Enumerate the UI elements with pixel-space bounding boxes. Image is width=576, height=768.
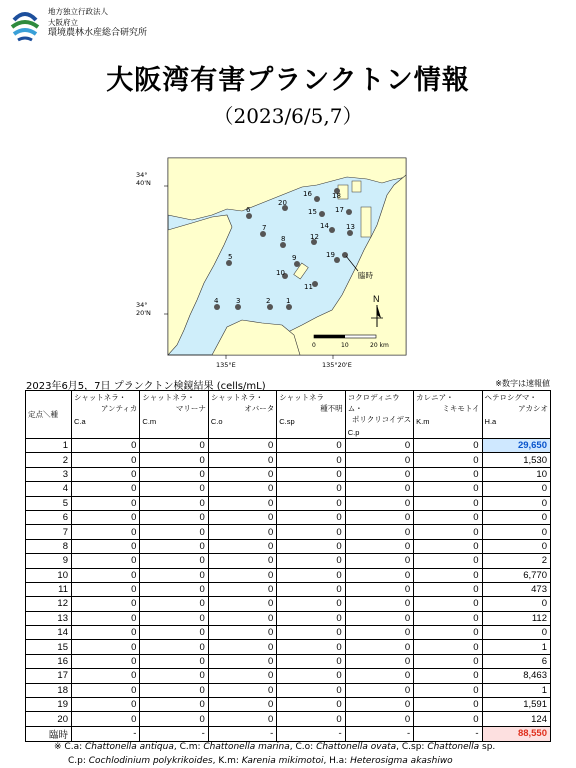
station-cell: 8: [26, 539, 72, 553]
station-label: 14: [320, 222, 329, 230]
station-cell: 1: [26, 439, 72, 453]
count-cell: 0: [345, 554, 413, 568]
count-cell: -: [140, 726, 208, 741]
count-cell: 0: [72, 626, 140, 640]
count-cell: 0: [140, 654, 208, 668]
count-cell: 124: [482, 712, 550, 726]
table-row: [26, 568, 551, 582]
count-cell: 0: [414, 482, 482, 496]
count-cell: -: [345, 726, 413, 741]
count-cell: -: [72, 726, 140, 741]
count-cell: 0: [208, 467, 276, 481]
species-header: シャットネラ・ オバータ C.o: [208, 391, 276, 439]
footnote-segment: , C.m:: [173, 742, 204, 752]
table-row: [26, 510, 551, 524]
count-cell: 0: [414, 712, 482, 726]
station-label: 1: [286, 297, 291, 305]
lon-left-label: 135°E: [216, 361, 236, 369]
count-cell: 0: [208, 597, 276, 611]
count-cell: 0: [277, 510, 345, 524]
count-cell: 0: [345, 654, 413, 668]
footnote-segment: Cochlodinium polykrikoides: [88, 756, 213, 766]
count-cell: 0: [277, 525, 345, 539]
count-cell: -: [277, 726, 345, 741]
count-cell: -: [208, 726, 276, 741]
count-cell: 0: [72, 597, 140, 611]
preliminary-note: ※数字は速報値: [495, 379, 550, 388]
count-cell: 0: [414, 453, 482, 467]
table-row: [26, 669, 551, 683]
table-row: [26, 640, 551, 654]
count-cell: 0: [345, 712, 413, 726]
count-cell: 0: [414, 554, 482, 568]
station-label: 12: [310, 233, 319, 241]
footnote-segment: Heterosigma akashiwo: [350, 756, 453, 766]
station-label: 11: [304, 283, 313, 291]
station-label: 3: [236, 297, 241, 305]
count-cell: 0: [414, 467, 482, 481]
table-body: [26, 439, 551, 742]
corner-header: 定点＼種: [26, 391, 72, 439]
count-cell: 0: [345, 611, 413, 625]
count-cell: 0: [208, 683, 276, 697]
org-line-2: 大阪府立: [48, 17, 78, 27]
lon-right-label: 135°20'E: [322, 361, 352, 369]
station-label: 8: [281, 235, 286, 243]
table-header-row: [26, 391, 551, 439]
count-cell: 0: [482, 482, 550, 496]
count-cell: 0: [208, 439, 276, 453]
table-row: [26, 597, 551, 611]
count-cell: 0: [414, 568, 482, 582]
station-label: 19: [326, 251, 335, 259]
table-row: [26, 539, 551, 553]
station-cell: 20: [26, 712, 72, 726]
table-row: [26, 611, 551, 625]
count-cell: 0: [72, 611, 140, 625]
count-cell: 0: [345, 698, 413, 712]
count-cell: 0: [277, 539, 345, 553]
count-cell: 0: [414, 654, 482, 668]
count-cell: 0: [140, 597, 208, 611]
station-label: 6: [246, 206, 251, 214]
count-cell: 0: [277, 467, 345, 481]
count-cell: 0: [140, 698, 208, 712]
station-label: 15: [308, 208, 317, 216]
count-cell: 0: [208, 611, 276, 625]
count-cell: 10: [482, 467, 550, 481]
count-cell: 0: [277, 554, 345, 568]
count-cell: 0: [208, 698, 276, 712]
count-cell: 0: [414, 611, 482, 625]
station-label: 4: [214, 297, 219, 305]
station-cell: 19: [26, 698, 72, 712]
table-row: [26, 525, 551, 539]
count-cell: 0: [72, 453, 140, 467]
count-cell: 0: [277, 597, 345, 611]
station-cell: 13: [26, 611, 72, 625]
count-cell: 0: [414, 626, 482, 640]
count-cell: 0: [208, 654, 276, 668]
count-cell: 0: [414, 439, 482, 453]
count-cell: 473: [482, 582, 550, 596]
count-cell: 0: [72, 582, 140, 596]
station-label: 20: [278, 199, 287, 207]
count-cell: 0: [208, 640, 276, 654]
count-cell: 0: [72, 467, 140, 481]
count-cell: 29,650: [482, 439, 550, 453]
svg-text:10: 10: [341, 342, 349, 349]
island: [352, 181, 361, 192]
table-row: [26, 482, 551, 496]
count-cell: 0: [140, 568, 208, 582]
count-cell: 0: [345, 453, 413, 467]
count-cell: 0: [414, 496, 482, 510]
footnote-segment: sp.: [479, 742, 496, 752]
count-cell: 0: [208, 669, 276, 683]
count-cell: 0: [345, 439, 413, 453]
table-row: [26, 496, 551, 510]
count-cell: 0: [208, 453, 276, 467]
count-cell: 0: [277, 640, 345, 654]
count-cell: 112: [482, 611, 550, 625]
count-cell: 0: [72, 482, 140, 496]
count-cell: 1,530: [482, 453, 550, 467]
station-cell: 6: [26, 510, 72, 524]
station-cell: 11: [26, 582, 72, 596]
table-row: [26, 453, 551, 467]
count-cell: 0: [140, 554, 208, 568]
count-cell: 0: [72, 683, 140, 697]
count-cell: 0: [72, 669, 140, 683]
count-cell: 0: [72, 439, 140, 453]
count-cell: 0: [277, 654, 345, 668]
count-cell: 0: [208, 510, 276, 524]
count-cell: 0: [140, 467, 208, 481]
station-dot: [329, 227, 335, 233]
count-cell: 0: [140, 453, 208, 467]
count-cell: 0: [482, 626, 550, 640]
station-cell: 5: [26, 496, 72, 510]
count-cell: 0: [345, 568, 413, 582]
svg-text:20 km: 20 km: [370, 342, 389, 349]
count-cell: 0: [208, 554, 276, 568]
station-dot: [314, 196, 320, 202]
count-cell: 0: [345, 640, 413, 654]
svg-text:N: N: [373, 294, 380, 304]
count-cell: 0: [414, 669, 482, 683]
count-cell: 0: [277, 582, 345, 596]
station-label: 13: [346, 223, 355, 231]
footnote-segment: , H.a:: [323, 756, 351, 766]
station-label: 10: [276, 269, 285, 277]
count-cell: 0: [277, 683, 345, 697]
table-row: [26, 554, 551, 568]
rinji-label: 臨時: [358, 271, 373, 280]
count-cell: 0: [277, 496, 345, 510]
count-cell: 0: [140, 510, 208, 524]
count-cell: 0: [140, 611, 208, 625]
count-cell: 0: [482, 525, 550, 539]
count-cell: 0: [414, 539, 482, 553]
count-cell: 0: [345, 525, 413, 539]
count-cell: 0: [345, 626, 413, 640]
species-header: カレニア・ ミキモトイ K.m: [414, 391, 482, 439]
count-cell: 0: [72, 554, 140, 568]
count-cell: 0: [345, 582, 413, 596]
count-cell: 0: [277, 453, 345, 467]
station-cell: 16: [26, 654, 72, 668]
count-cell: 0: [414, 683, 482, 697]
count-cell: 0: [277, 626, 345, 640]
org-line-3: 環境農林水産総合研究所: [48, 28, 148, 38]
station-cell: 7: [26, 525, 72, 539]
count-cell: 0: [277, 482, 345, 496]
count-cell: 0: [482, 496, 550, 510]
count-cell: 0: [277, 611, 345, 625]
count-cell: 0: [72, 496, 140, 510]
station-cell: 17: [26, 669, 72, 683]
count-cell: 0: [277, 698, 345, 712]
species-header: コクロディニウム・ ポリクリコイデス C.p: [345, 391, 413, 439]
count-cell: 0: [140, 496, 208, 510]
count-cell: 0: [345, 539, 413, 553]
count-cell: 0: [140, 640, 208, 654]
count-cell: 0: [72, 525, 140, 539]
count-cell: 0: [414, 640, 482, 654]
station-label: 18: [332, 192, 341, 200]
footnote-segment: Karenia mikimotoi: [241, 756, 324, 766]
count-cell: 1: [482, 640, 550, 654]
count-cell: 0: [140, 525, 208, 539]
count-cell: 0: [208, 712, 276, 726]
table-caption: 2023年6月5，7日 プランクトン検鏡結果 (cells/mL): [26, 381, 266, 392]
footnote-segment: , C.o:: [289, 742, 317, 752]
station-label: 16: [303, 190, 312, 198]
count-cell: 0: [140, 669, 208, 683]
osaka-bay-map: [132, 155, 442, 373]
species-header: シャットネラ・ マリーナ C.m: [140, 391, 208, 439]
count-cell: 1,591: [482, 698, 550, 712]
count-cell: 0: [482, 510, 550, 524]
count-cell: 0: [208, 568, 276, 582]
species-header: ヘテロシグマ・ アカシオ H.a: [482, 391, 550, 439]
table-row: [26, 712, 551, 726]
count-cell: 0: [414, 510, 482, 524]
count-cell: 0: [208, 496, 276, 510]
count-cell: 0: [72, 510, 140, 524]
count-cell: 6,770: [482, 568, 550, 582]
footnote-segment: Chattonella ovata: [316, 742, 397, 752]
count-cell: 0: [208, 582, 276, 596]
count-cell: 0: [140, 626, 208, 640]
count-cell: 0: [482, 539, 550, 553]
count-cell: 0: [345, 496, 413, 510]
table-row: [26, 654, 551, 668]
survey-date: （2023/6/5,7）: [213, 104, 363, 128]
station-cell: 3: [26, 467, 72, 481]
count-cell: 1: [482, 683, 550, 697]
count-cell: 8,463: [482, 669, 550, 683]
count-cell: 0: [414, 525, 482, 539]
table-row: [26, 683, 551, 697]
count-cell: 6: [482, 654, 550, 668]
count-cell: 0: [277, 439, 345, 453]
count-cell: 0: [345, 510, 413, 524]
count-cell: 0: [208, 482, 276, 496]
count-cell: 0: [345, 467, 413, 481]
station-label: 9: [292, 254, 297, 262]
station-label: 7: [262, 224, 267, 232]
org-logo-block: [8, 6, 178, 52]
footnote-segment: Chattonella marina: [203, 742, 290, 752]
count-cell: 2: [482, 554, 550, 568]
footnote-segment: C.p:: [68, 756, 89, 766]
institute-logo-icon: [8, 6, 42, 46]
station-dot: [319, 211, 325, 217]
count-cell: 0: [140, 582, 208, 596]
count-cell: 88,550: [482, 726, 550, 741]
count-cell: 0: [72, 568, 140, 582]
station-dot: [346, 209, 352, 215]
count-cell: 0: [277, 669, 345, 683]
station-cell: 14: [26, 626, 72, 640]
footnote-segment: , C.sp:: [396, 742, 428, 752]
footnote-segment: Chattonella antiqua: [84, 742, 174, 752]
count-cell: 0: [345, 482, 413, 496]
station-label: 17: [335, 206, 344, 214]
footnote-line-2: [54, 754, 495, 768]
footnote-segment: , K.m:: [212, 756, 242, 766]
svg-text:0: 0: [312, 342, 316, 349]
count-cell: 0: [345, 597, 413, 611]
count-cell: 0: [277, 568, 345, 582]
count-cell: 0: [140, 712, 208, 726]
station-cell: 18: [26, 683, 72, 697]
count-cell: 0: [345, 683, 413, 697]
count-cell: 0: [140, 482, 208, 496]
table-row: [26, 626, 551, 640]
count-cell: 0: [208, 525, 276, 539]
footnote-segment: C.a:: [64, 742, 85, 752]
count-cell: 0: [140, 683, 208, 697]
page-title: 大阪湾有害プランクトン情報: [106, 65, 470, 96]
count-cell: 0: [72, 539, 140, 553]
station-cell: 10: [26, 568, 72, 582]
station-cell: 12: [26, 597, 72, 611]
table-row: [26, 439, 551, 453]
station-cell: 2: [26, 453, 72, 467]
station-cell: 15: [26, 640, 72, 654]
species-footnote: [54, 740, 495, 768]
count-cell: 0: [414, 597, 482, 611]
org-line-1: 地方独立行政法人: [48, 7, 108, 16]
species-header: シャットネラ 種不明 C.sp: [277, 391, 345, 439]
count-cell: 0: [72, 698, 140, 712]
count-cell: 0: [72, 654, 140, 668]
footnote-segment: Chattonella: [427, 742, 480, 752]
count-cell: 0: [208, 539, 276, 553]
table-row: [26, 698, 551, 712]
species-header: シャットネラ・ アンティカ C.a: [72, 391, 140, 439]
lat-top-label-2: 40'N: [136, 179, 151, 187]
station-cell: 臨時: [26, 726, 72, 741]
lat-top-label: 34°: [136, 171, 148, 179]
station-label: 5: [228, 253, 233, 261]
lat-bottom-label-2: 20'N: [136, 309, 151, 317]
lat-bottom-label: 34°: [136, 301, 148, 309]
count-cell: 0: [414, 582, 482, 596]
count-cell: 0: [277, 712, 345, 726]
count-cell: 0: [414, 698, 482, 712]
count-cell: 0: [482, 597, 550, 611]
count-cell: 0: [140, 439, 208, 453]
station-cell: 4: [26, 482, 72, 496]
count-cell: 0: [72, 640, 140, 654]
table-row: [26, 467, 551, 481]
table-row: [26, 582, 551, 596]
station-cell: 9: [26, 554, 72, 568]
footnote-line-1: ※ C.a: Chattonella antiqua, C.m: Chattonella marina, C.o: Chattonella ovata, C.sp: Chattonella sp.: [54, 742, 496, 752]
count-cell: -: [414, 726, 482, 741]
count-cell: 0: [140, 539, 208, 553]
count-cell: 0: [72, 712, 140, 726]
count-cell: 0: [208, 626, 276, 640]
island: [361, 207, 371, 237]
station-label: 2: [266, 297, 271, 305]
plankton-results-table: [25, 390, 551, 742]
count-cell: 0: [345, 669, 413, 683]
